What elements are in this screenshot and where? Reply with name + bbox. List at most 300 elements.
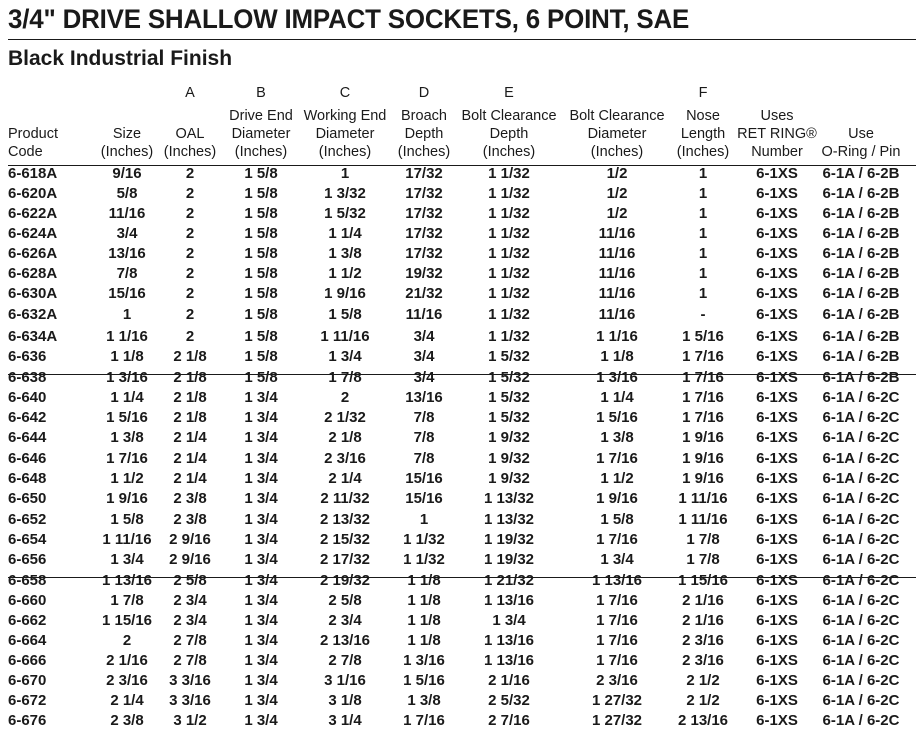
cell-size: 1 13/16 [101, 572, 153, 589]
cell-bcdiam: 1 1/2 [600, 470, 634, 487]
table-row [0, 591, 918, 611]
cell-code: 6-620A [8, 185, 58, 202]
cell-nose: 1 [698, 265, 708, 282]
cell-drive: 1 3/4 [244, 470, 278, 487]
cell-oal: 2 [185, 165, 195, 182]
cell-work: 2 1/32 [324, 409, 366, 426]
cell-size: 3/4 [116, 225, 138, 242]
header-work-letter: C [339, 85, 351, 101]
cell-nose: 1 [698, 185, 708, 202]
table-row [0, 284, 918, 304]
cell-bcdiam: 1/2 [606, 185, 628, 202]
cell-oal: 2 7/8 [173, 632, 207, 649]
cell-work: 3 1/8 [328, 692, 362, 709]
cell-work: 2 13/16 [319, 632, 371, 649]
cell-size: 1 5/16 [106, 409, 148, 426]
header-broach-line: (Inches) [397, 144, 451, 160]
cell-size: 1 1/2 [110, 470, 144, 487]
cell-code: 6-634A [8, 328, 58, 345]
cell-oal: 2 [185, 265, 195, 282]
cell-bcdiam: 1 5/16 [596, 409, 638, 426]
cell-work: 1 [340, 165, 350, 182]
cell-work: 1 11/16 [320, 328, 370, 345]
header-code-line: Code [8, 144, 43, 160]
cell-nose: 2 1/16 [682, 592, 724, 609]
cell-drive: 1 3/4 [244, 652, 278, 669]
cell-bcdepth: 1 5/32 [488, 348, 530, 365]
cell-ret: 6-1XS [756, 470, 798, 487]
cell-ret: 6-1XS [756, 612, 798, 629]
cell-bcdepth: 1 1/32 [488, 265, 530, 282]
header-drive-line: (Inches) [234, 144, 288, 160]
cell-oal: 2 9/16 [169, 551, 211, 568]
cell-bcdiam: 1 3/8 [600, 429, 634, 446]
cell-drive: 1 5/8 [244, 265, 278, 282]
cell-code: 6-676 [8, 712, 47, 729]
cell-use: 6-1A / 6-2C [822, 490, 900, 507]
header-nose-letter: F [698, 85, 708, 101]
cell-ret: 6-1XS [756, 712, 798, 729]
cell-drive: 1 3/4 [244, 572, 278, 589]
header-use [796, 84, 918, 164]
table-row [0, 244, 918, 264]
cell-drive: 1 3/4 [244, 511, 278, 528]
cell-nose: 2 1/2 [686, 692, 720, 709]
cell-use: 6-1A / 6-2B [822, 245, 900, 262]
header-bcdiam-line: Bolt Clearance [569, 108, 665, 124]
cell-oal: 2 [185, 185, 195, 202]
cell-work: 1 5/8 [328, 306, 362, 323]
cell-oal: 2 1/8 [173, 348, 207, 365]
cell-bcdiam: 11/16 [598, 245, 636, 262]
cell-bcdiam: 1 27/32 [591, 712, 643, 729]
header-work-line: Diameter [315, 126, 375, 142]
cell-code: 6-642 [8, 409, 47, 426]
cell-ret: 6-1XS [756, 348, 798, 365]
cell-work: 1 3/4 [328, 348, 362, 365]
cell-bcdiam: 11/16 [598, 265, 636, 282]
cell-size: 2 [122, 632, 132, 649]
cell-oal: 2 1/8 [173, 409, 207, 426]
table-row [0, 368, 918, 388]
cell-code: 6-656 [8, 551, 47, 568]
table-header [0, 84, 918, 164]
cell-bcdepth: 1 5/32 [488, 409, 530, 426]
cell-use: 6-1A / 6-2C [822, 572, 900, 589]
cell-broach: 1 [419, 511, 429, 528]
cell-bcdepth: 1 13/16 [483, 592, 535, 609]
cell-broach: 1 1/8 [407, 632, 441, 649]
cell-work: 1 1/2 [328, 265, 362, 282]
cell-oal: 3 3/16 [169, 692, 211, 709]
cell-ret: 6-1XS [756, 409, 798, 426]
cell-nose: 2 1/16 [682, 612, 724, 629]
table-row [0, 224, 918, 244]
cell-oal: 2 1/8 [173, 389, 207, 406]
cell-drive: 1 3/4 [244, 692, 278, 709]
table-row [0, 530, 918, 550]
cell-work: 2 5/8 [328, 592, 362, 609]
cell-nose: 1 11/16 [678, 511, 728, 528]
cell-size: 2 1/4 [110, 692, 144, 709]
cell-ret: 6-1XS [756, 165, 798, 182]
cell-drive: 1 3/4 [244, 632, 278, 649]
cell-nose: 1 7/16 [682, 369, 724, 386]
header-bcdiam-line: (Inches) [590, 144, 644, 160]
cell-oal: 3 3/16 [169, 672, 211, 689]
cell-bcdepth: 1 13/32 [483, 490, 535, 507]
cell-bcdepth: 1 1/32 [488, 205, 530, 222]
table-row [0, 651, 918, 671]
cell-code: 6-622A [8, 205, 58, 222]
cell-nose: 1 9/16 [682, 429, 724, 446]
header-broach-letter: D [418, 85, 430, 101]
cell-broach: 11/16 [405, 306, 443, 323]
cell-broach: 1 3/8 [407, 692, 441, 709]
cell-bcdiam: 11/16 [598, 306, 636, 323]
cell-use: 6-1A / 6-2C [822, 429, 900, 446]
cell-drive: 1 3/4 [244, 531, 278, 548]
cell-nose: 1 9/16 [682, 450, 724, 467]
cell-bcdiam: 1 1/4 [600, 389, 634, 406]
cell-bcdiam: 1 7/16 [596, 531, 638, 548]
cell-bcdepth: 2 5/32 [488, 692, 530, 709]
cell-oal: 2 [185, 245, 195, 262]
table-row [0, 691, 918, 711]
page-title: 3/4" DRIVE SHALLOW IMPACT SOCKETS, 6 POINT, SAE [8, 4, 690, 34]
cell-use: 6-1A / 6-2C [822, 470, 900, 487]
cell-size: 7/8 [116, 265, 138, 282]
cell-bcdepth: 1 1/32 [488, 185, 530, 202]
cell-code: 6-618A [8, 165, 58, 182]
cell-nose: 1 [698, 165, 708, 182]
cell-bcdepth: 2 1/16 [488, 672, 530, 689]
cell-oal: 2 [185, 306, 195, 323]
page-subtitle: Black Industrial Finish [8, 47, 233, 70]
cell-size: 1 3/4 [110, 551, 144, 568]
cell-use: 6-1A / 6-2C [822, 551, 900, 568]
cell-broach: 17/32 [405, 205, 443, 222]
cell-code: 6-660 [8, 592, 47, 609]
cell-ret: 6-1XS [756, 265, 798, 282]
cell-nose: 1 [698, 225, 708, 242]
header-nose-line: Nose [686, 108, 720, 124]
header-ret-line: Number [751, 144, 803, 160]
cell-bcdiam: 1 1/8 [600, 348, 634, 365]
cell-use: 6-1A / 6-2C [822, 652, 900, 669]
cell-drive: 1 3/4 [244, 429, 278, 446]
cell-code: 6-658 [8, 572, 47, 589]
table-row [0, 408, 918, 428]
header-drive-letter: B [256, 85, 266, 101]
cell-work: 2 3/4 [328, 612, 362, 629]
cell-ret: 6-1XS [756, 306, 798, 323]
cell-code: 6-654 [8, 531, 47, 548]
cell-work: 2 7/8 [328, 652, 362, 669]
cell-ret: 6-1XS [756, 511, 798, 528]
cell-code: 6-630A [8, 285, 58, 302]
cell-oal: 2 3/4 [173, 612, 207, 629]
cell-drive: 1 5/8 [244, 185, 278, 202]
header-use-line: Use [848, 126, 874, 142]
cell-bcdepth: 1 19/32 [483, 551, 535, 568]
cell-bcdepth: 1 5/32 [488, 389, 530, 406]
cell-code: 6-652 [8, 511, 47, 528]
cell-bcdiam: 1 7/16 [596, 612, 638, 629]
cell-ret: 6-1XS [756, 572, 798, 589]
cell-bcdepth: 1 1/32 [488, 245, 530, 262]
cell-oal: 2 [185, 328, 195, 345]
cell-broach: 21/32 [405, 285, 443, 302]
cell-use: 6-1A / 6-2B [822, 165, 900, 182]
cell-work: 1 3/8 [328, 245, 362, 262]
cell-code: 6-664 [8, 632, 47, 649]
cell-use: 6-1A / 6-2C [822, 612, 900, 629]
cell-broach: 17/32 [405, 225, 443, 242]
cell-size: 9/16 [112, 165, 142, 182]
cell-bcdepth: 1 1/32 [488, 225, 530, 242]
cell-bcdiam: 1 27/32 [591, 692, 643, 709]
cell-broach: 17/32 [405, 185, 443, 202]
header-drive-line: Diameter [231, 126, 291, 142]
cell-oal: 2 9/16 [169, 531, 211, 548]
cell-ret: 6-1XS [756, 531, 798, 548]
header-broach-line: Broach [401, 108, 447, 124]
table-row [0, 671, 918, 691]
cell-broach: 1 7/16 [403, 712, 445, 729]
cell-work: 2 1/4 [328, 470, 362, 487]
cell-oal: 2 [185, 225, 195, 242]
cell-bcdepth: 1 1/32 [488, 328, 530, 345]
table-row [0, 204, 918, 224]
cell-use: 6-1A / 6-2C [822, 692, 900, 709]
cell-drive: 1 3/4 [244, 490, 278, 507]
cell-use: 6-1A / 6-2C [822, 672, 900, 689]
header-oal-line: OAL [175, 126, 205, 142]
cell-code: 6-640 [8, 389, 47, 406]
header-code-line: Product [8, 126, 58, 142]
cell-work: 2 1/8 [328, 429, 362, 446]
header-ret-line: RET RING® [737, 126, 817, 142]
table-row [0, 631, 918, 651]
cell-use: 6-1A / 6-2B [822, 328, 900, 345]
cell-nose: 1 [698, 245, 708, 262]
cell-ret: 6-1XS [756, 225, 798, 242]
table-row [0, 327, 918, 347]
cell-use: 6-1A / 6-2C [822, 409, 900, 426]
cell-size: 1 3/16 [106, 369, 148, 386]
cell-use: 6-1A / 6-2C [822, 592, 900, 609]
cell-oal: 2 1/4 [173, 470, 207, 487]
cell-work: 2 15/32 [319, 531, 371, 548]
cell-bcdiam: 11/16 [598, 285, 636, 302]
cell-size: 5/8 [116, 185, 138, 202]
cell-bcdepth: 1 9/32 [488, 450, 530, 467]
table-row [0, 164, 918, 184]
cell-broach: 17/32 [405, 165, 443, 182]
cell-bcdiam: 1 7/16 [596, 632, 638, 649]
cell-ret: 6-1XS [756, 450, 798, 467]
table-row [0, 388, 918, 408]
cell-code: 6-666 [8, 652, 47, 669]
cell-broach: 3/4 [413, 369, 435, 386]
cell-bcdiam: 1 7/16 [596, 592, 638, 609]
cell-drive: 1 5/8 [244, 285, 278, 302]
cell-bcdiam: 1 9/16 [596, 490, 638, 507]
cell-broach: 3/4 [413, 328, 435, 345]
table-row [0, 449, 918, 469]
cell-bcdepth: 1 13/32 [483, 511, 535, 528]
cell-bcdiam: 1 7/16 [596, 450, 638, 467]
cell-drive: 1 3/4 [244, 389, 278, 406]
cell-drive: 1 3/4 [244, 612, 278, 629]
cell-drive: 1 5/8 [244, 165, 278, 182]
cell-bcdepth: 1 1/32 [488, 285, 530, 302]
cell-nose: 2 13/16 [677, 712, 729, 729]
cell-bcdepth: 1 9/32 [488, 429, 530, 446]
cell-code: 6-662 [8, 612, 47, 629]
cell-code: 6-650 [8, 490, 47, 507]
header-bcdepth-line: (Inches) [482, 144, 536, 160]
cell-size: 2 3/16 [106, 672, 148, 689]
cell-ret: 6-1XS [756, 692, 798, 709]
cell-bcdiam: 1 7/16 [596, 652, 638, 669]
cell-bcdepth: 2 7/16 [488, 712, 530, 729]
cell-work: 2 [340, 389, 350, 406]
cell-oal: 2 3/8 [173, 490, 207, 507]
cell-broach: 7/8 [413, 429, 435, 446]
cell-size: 2 1/16 [106, 652, 148, 669]
cell-nose: 2 3/16 [682, 632, 724, 649]
cell-bcdiam: 1 3/4 [600, 551, 634, 568]
header-bcdepth-line: Bolt Clearance [461, 108, 557, 124]
table-row [0, 489, 918, 509]
cell-broach: 1 5/16 [403, 672, 445, 689]
cell-code: 6-670 [8, 672, 47, 689]
cell-nose: 1 15/16 [677, 572, 729, 589]
cell-drive: 1 5/8 [244, 348, 278, 365]
cell-oal: 3 1/2 [173, 712, 207, 729]
cell-drive: 1 3/4 [244, 551, 278, 568]
cell-bcdepth: 1 13/16 [483, 652, 535, 669]
cell-ret: 6-1XS [756, 185, 798, 202]
cell-broach: 1 1/8 [407, 612, 441, 629]
cell-code: 6-636 [8, 348, 47, 365]
table-row [0, 550, 918, 570]
header-use-line: O-Ring / Pin [821, 144, 901, 160]
cell-oal: 2 [185, 205, 195, 222]
cell-bcdiam: 2 3/16 [596, 672, 638, 689]
cell-code: 6-626A [8, 245, 58, 262]
cell-ret: 6-1XS [756, 551, 798, 568]
header-work-line: (Inches) [318, 144, 372, 160]
cell-code: 6-628A [8, 265, 58, 282]
cell-bcdepth: 1 19/32 [483, 531, 535, 548]
cell-code: 6-646 [8, 450, 47, 467]
cell-broach: 19/32 [405, 265, 443, 282]
cell-broach: 7/8 [413, 409, 435, 426]
cell-oal: 2 1/4 [173, 450, 207, 467]
cell-use: 6-1A / 6-2C [822, 531, 900, 548]
cell-drive: 1 5/8 [244, 369, 278, 386]
header-oal-letter: A [185, 85, 195, 101]
cell-bcdepth: 1 1/32 [488, 306, 530, 323]
cell-drive: 1 3/4 [244, 672, 278, 689]
cell-drive: 1 5/8 [244, 306, 278, 323]
cell-size: 1 9/16 [106, 490, 148, 507]
cell-work: 1 7/8 [328, 369, 362, 386]
header-ret-line: Uses [760, 108, 794, 124]
cell-drive: 1 3/4 [244, 712, 278, 729]
header-drive-line: Drive End [229, 108, 293, 124]
cell-size: 15/16 [108, 285, 146, 302]
cell-drive: 1 3/4 [244, 450, 278, 467]
cell-broach: 1 1/8 [407, 592, 441, 609]
cell-size: 1 [122, 306, 132, 323]
cell-code: 6-624A [8, 225, 58, 242]
cell-size: 1 1/16 [106, 328, 148, 345]
cell-work: 1 3/32 [324, 185, 366, 202]
cell-size: 1 3/8 [110, 429, 144, 446]
cell-ret: 6-1XS [756, 672, 798, 689]
cell-nose: 1 5/16 [682, 328, 724, 345]
cell-use: 6-1A / 6-2C [822, 712, 900, 729]
cell-ret: 6-1XS [756, 652, 798, 669]
cell-nose: 1 7/16 [682, 348, 724, 365]
cell-size: 13/16 [108, 245, 146, 262]
cell-nose: 1 [698, 285, 708, 302]
header-bcdiam-line: Diameter [587, 126, 647, 142]
cell-bcdiam: 1 3/16 [596, 369, 638, 386]
header-broach-line: Depth [404, 126, 444, 142]
cell-oal: 2 1/8 [173, 369, 207, 386]
cell-oal: 2 3/8 [173, 511, 207, 528]
cell-work: 1 1/4 [328, 225, 362, 242]
cell-use: 6-1A / 6-2C [822, 389, 900, 406]
cell-drive: 1 5/8 [244, 225, 278, 242]
table-row [0, 469, 918, 489]
cell-nose: 1 7/16 [682, 389, 724, 406]
cell-work: 2 13/32 [319, 511, 371, 528]
cell-use: 6-1A / 6-2B [822, 285, 900, 302]
cell-work: 1 5/32 [324, 205, 366, 222]
cell-use: 6-1A / 6-2C [822, 511, 900, 528]
header-nose-line: Length [680, 126, 726, 142]
cell-work: 3 1/16 [324, 672, 366, 689]
cell-broach: 7/8 [413, 450, 435, 467]
cell-bcdiam: 1/2 [606, 205, 628, 222]
table-row [0, 571, 918, 591]
cell-nose: 1 11/16 [678, 490, 728, 507]
cell-size: 1 7/8 [110, 592, 144, 609]
cell-ret: 6-1XS [756, 245, 798, 262]
cell-nose: 1 9/16 [682, 470, 724, 487]
cell-size: 1 1/8 [110, 348, 144, 365]
cell-size: 1 7/16 [106, 450, 148, 467]
cell-size: 1 1/4 [110, 389, 144, 406]
header-bcdepth-line: Depth [489, 126, 529, 142]
table-row [0, 510, 918, 530]
cell-broach: 1 3/16 [403, 652, 445, 669]
cell-oal: 2 3/4 [173, 592, 207, 609]
cell-broach: 1 1/32 [403, 551, 445, 568]
title-divider [8, 39, 916, 40]
header-bcdepth-letter: E [504, 85, 514, 101]
cell-nose: 1 7/16 [682, 409, 724, 426]
cell-size: 1 5/8 [110, 511, 144, 528]
cell-size: 1 15/16 [101, 612, 153, 629]
cell-broach: 15/16 [405, 470, 443, 487]
